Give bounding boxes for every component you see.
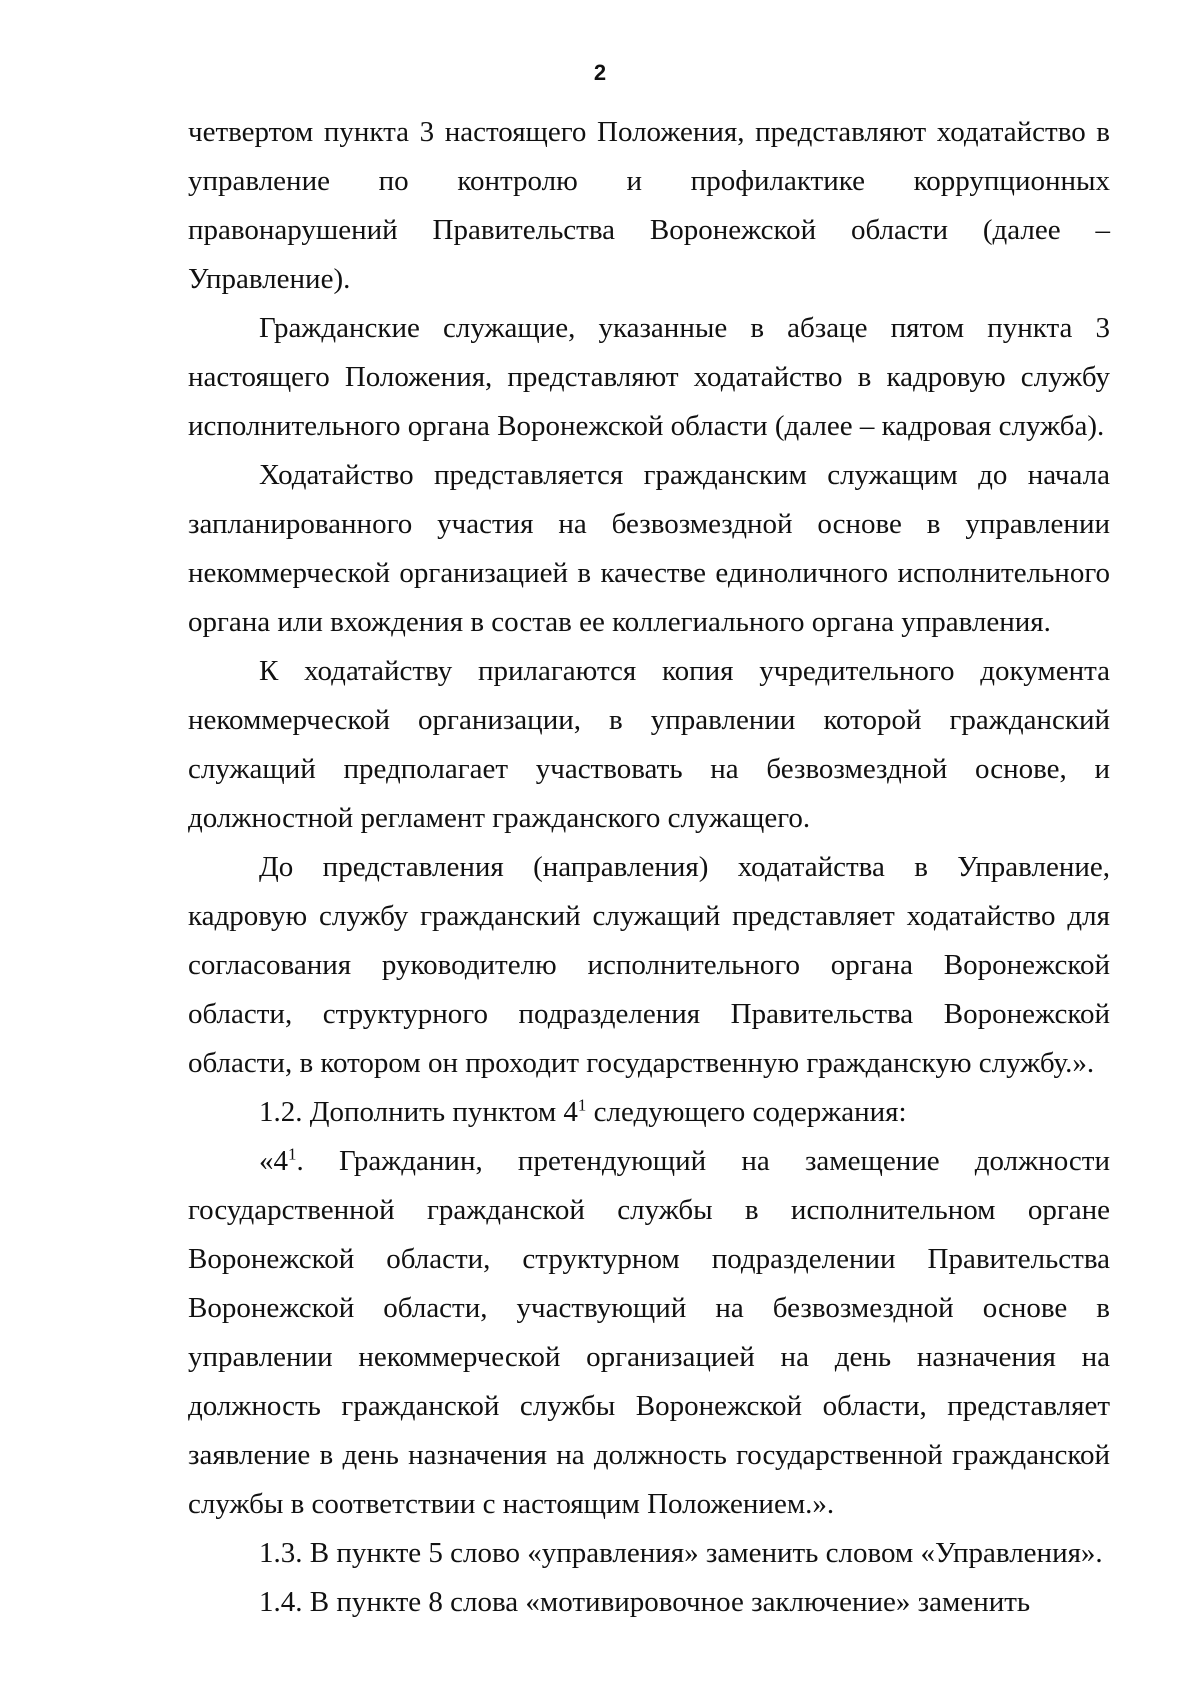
document-body (188, 108, 1110, 1627)
page-number: 2 (593, 60, 607, 85)
item-1-2-superscript: 1 (577, 1095, 587, 1115)
paragraph-approval: До представления (направления) ходатайства в Управление, кадровую службу гражданский служащий представляет ходатайство для согласования руководителю исполнительного органа Воронежской области, структурного подразделения Правительства Воронежской области, в котором он проходит государственную гражданскую службу.». (188, 851, 1110, 1079)
paragraph-item-4-1 (188, 1137, 1110, 1529)
item-1-2-after: следующего содержания: (586, 1096, 907, 1128)
paragraph-hr-service: Гражданские служащие, указанные в абзаце пятом пункта 3 настоящего Положения, представляют ходатайство в кадровую службу исполнительного органа Воронежской области (далее – кадровая служба). (188, 312, 1110, 442)
item-4-1-before: «4 (259, 1145, 288, 1177)
paragraph-attachments: К ходатайству прилагаются копия учредительного документа некоммерческой организации, в управлении которой гражданский служащий предполагает участвовать на безвозмездной основе, и должностной регламент гражданского служащего. (188, 655, 1110, 834)
item-4-1-superscript: 1 (288, 1144, 297, 1164)
paragraph-item-1-3: 1.3. В пункте 5 слово «управления» заменить словом «Управления». (259, 1537, 1103, 1569)
item-4-1-after: . Гражданин, претендующий на замещение должности государственной гражданской службы в исполнительном органе Воронежской области, структурном подразделении Правительства Воронежской области, участвующий на безвозмездной основе в управлении некоммерческой организацией на день назначения на должность гражданской службы Воронежской области, представляет заявление в день назначения на должность государственной гражданской службы в соответствии с настоящим Положением.». (188, 1145, 1110, 1520)
paragraph-continuation: четвертом пункта 3 настоящего Положения, представляют ходатайство в управление по контролю и профилактике коррупционных правонарушений Правительства Воронежской области (далее – Управление). (188, 116, 1110, 295)
paragraph-item-1-2 (188, 1088, 1110, 1137)
paragraph-item-1-4: 1.4. В пункте 8 слова «мотивировочное заключение» заменить (259, 1586, 1031, 1618)
paragraph-petition-timing: Ходатайство представляется гражданским служащим до начала запланированного участия на безвозмездной основе в управлении некоммерческой организацией в качестве единоличного исполнительного органа или вхождения в состав ее коллегиального органа управления. (188, 459, 1110, 638)
item-1-2-before: 1.2. Дополнить пунктом 4 (259, 1096, 578, 1128)
